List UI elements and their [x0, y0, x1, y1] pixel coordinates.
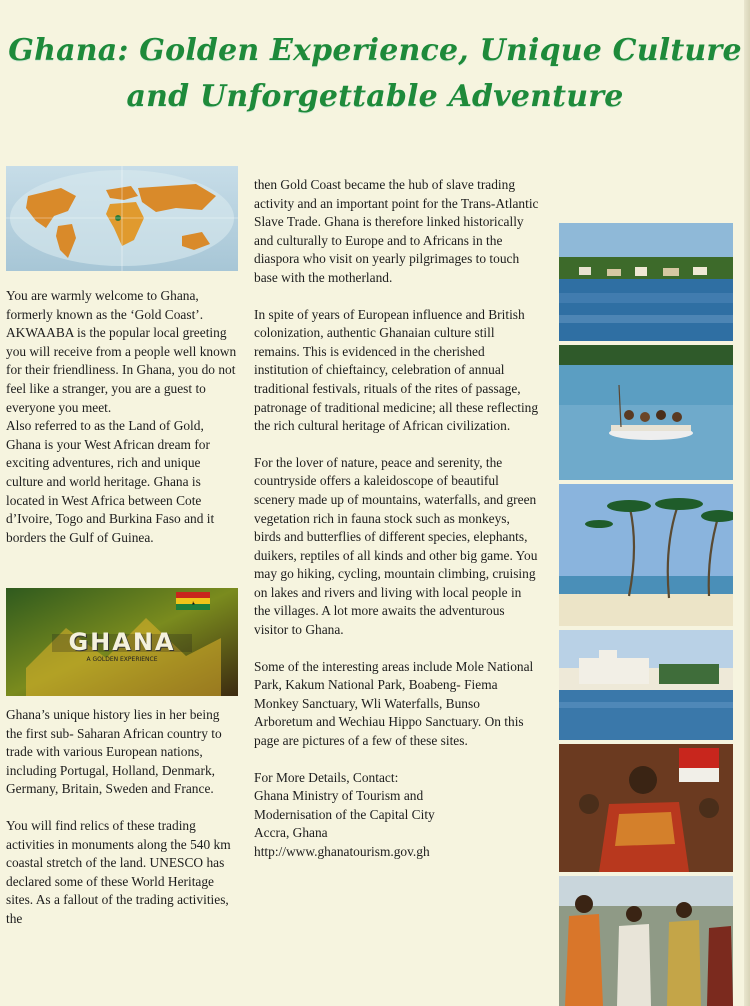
ghana-logo-image — [6, 588, 238, 696]
logo-text: GHANA — [68, 628, 176, 656]
relics-paragraph: You will find relics of these trading activities in monuments along the 540 km coastal stretch of the land. UNESCO has declared some of these World Heritage sites. As a fallout of the trading activities, the — [6, 817, 231, 926]
castle-coast-photo — [559, 630, 733, 740]
land-of-gold-paragraph: Also referred to as the Land of Gold, Ghana is your West African dream for exciting adventures, rich and unique culture and world heritage. Ghana is located in West Africa between Cote d’Ivoire, Togo and Burkina Faso and it borders the Gulf of Guinea. — [6, 418, 215, 545]
page-edge — [744, 0, 750, 1006]
world-map-image — [6, 166, 238, 271]
culture-paragraph: In spite of years of European influence and British colonization, authentic Ghanaian culture still remains. This is evidenced in the cherished institution of chieftaincy, celebration of annual traditional festivals, rituals of the rites of passage, patronage of traditional medicine; all these reflecting the rich cultural heritage of African civilization. — [254, 306, 539, 434]
lake-village-photo — [559, 223, 733, 341]
festival-chief-photo — [559, 744, 733, 872]
contact-line: Modernisation of the Capital City — [254, 806, 435, 822]
contact-line: Accra, Ghana — [254, 825, 328, 841]
interesting-areas-paragraph: Some of the interesting areas include Mole National Park, Kakum National Park, Boabeng- Fiema Monkey Sanctuary, Wli Waterfalls, Bunso Arboretum and Wechiau Hippo Sanctuary. On this page are pictures of a few of these sites. — [254, 658, 534, 749]
contact-line: Ghana Ministry of Tourism and — [254, 788, 424, 804]
logo-subtext: A GOLDEN EXPERIENCE — [86, 656, 158, 663]
website-link[interactable]: http://www.ghanatourism.gov.gh — [254, 844, 430, 859]
contact-block — [254, 769, 539, 862]
title-line-1: Ghana: Golden Experience, Unique Culture — [8, 33, 742, 68]
middle-column — [254, 176, 539, 862]
left-column — [6, 287, 238, 547]
left-column-lower — [6, 706, 238, 929]
palm-beach-photo — [559, 484, 733, 626]
contact-line: For More Details, Contact: — [254, 769, 399, 785]
title-line-2: and Unforgettable Adventure — [126, 79, 624, 114]
procession-photo — [559, 876, 733, 1006]
welcome-paragraph: You are warmly welcome to Ghana, formerly known as the ‘Gold Coast’. AKWAABA is the popular local greeting you will receive from a people well known for their friendliness. In Ghana, you do not feel like a stranger, you are a guest to everyone you meet. — [6, 288, 237, 415]
page-title — [0, 28, 750, 120]
history-paragraph: Ghana’s unique history lies in her being the first sub- Saharan African country to trade with various European nations, including Portugal, Holland, Denmark, Germany, Britain, Sweden and France. — [6, 707, 222, 797]
slave-trade-paragraph: then Gold Coast became the hub of slave trading activity and an important point for the Trans-Atlantic Slave Trade. Ghana is therefore linked historically and culturally to Europe and to Africans in the diaspora who visit on yearly pilgrimages to touch base with the motherland. — [254, 177, 539, 285]
nature-paragraph: For the lover of nature, peace and serenity, the countryside offers a kaleidoscope of beautiful scenery made up of mountains, waterfalls, and green vegetation rich in fauna stock such as monkeys, birds and butterflies of different species, elephants, duikers, reptiles of all kinds and other big game. You may go hiking, cycling, mountain climbing, cruising on lakes and rivers and living with local people in the villages. A lot more awaits the adventurous visitor to Ghana. — [254, 454, 538, 638]
boat-lake-photo — [559, 345, 733, 480]
